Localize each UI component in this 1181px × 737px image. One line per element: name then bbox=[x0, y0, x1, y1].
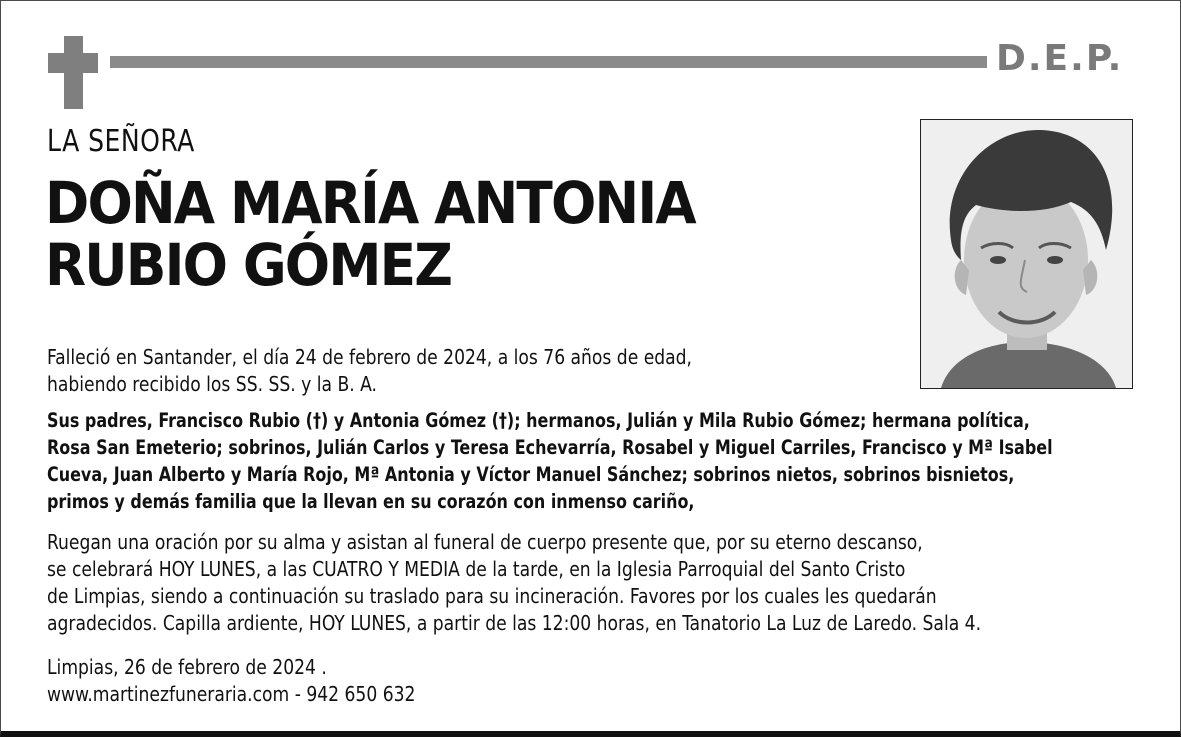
death-line: habiendo recibido los SS. SS. y la B. A. bbox=[47, 372, 377, 396]
cross-horizontal-bar bbox=[48, 53, 98, 73]
footer bbox=[47, 654, 415, 708]
death-line: Falleció en Santander, el día 24 de febrero de 2024, a los 76 años de edad, bbox=[47, 345, 692, 369]
family-line: Sus padres, Francisco Rubio (†) y Antonia Gómez (†); hermanos, Julián y Mila Rubio Gómez; hermana política, bbox=[47, 409, 1030, 432]
header-rule bbox=[110, 56, 987, 68]
place-date: Limpias, 26 de febrero de 2024 . bbox=[47, 655, 327, 679]
funeral-line: de Limpias, siendo a continuación su traslado para su incineración. Favores por los cuales les quedarán bbox=[47, 584, 937, 608]
deceased-name-line-2: RUBIO GÓMEZ bbox=[45, 231, 452, 299]
family-paragraph bbox=[47, 407, 1053, 515]
portrait-photo bbox=[920, 119, 1133, 389]
deceased-name bbox=[45, 169, 695, 299]
death-paragraph bbox=[47, 344, 692, 398]
contact-info: www.martinezfuneraria.com - 942 650 632 bbox=[47, 682, 416, 706]
family-line: Cueva, Juan Alberto y María Rojo, Mª Antonia y Víctor Manuel Sánchez; sobrinos nietos, sobrinos bisnietos, bbox=[47, 463, 1015, 486]
portrait-illustration bbox=[921, 120, 1132, 388]
family-line: Rosa San Emeterio; sobrinos, Julián Carlos y Teresa Echevarría, Rosabel y Miguel Carriles, Francisco y Mª Isabel bbox=[47, 436, 1053, 459]
funeral-line: se celebrará HOY LUNES, a las CUATRO Y MEDIA de la tarde, en la Iglesia Parroquial del Santo Cristo bbox=[47, 557, 906, 581]
family-line: primos y demás familia que la llevan en su corazón con inmenso cariño, bbox=[47, 490, 695, 513]
dep-label: D.E.P. bbox=[996, 38, 1124, 79]
funeral-line: Ruegan una oración por su alma y asistan al funeral de cuerpo presente que, por su eterno descanso, bbox=[47, 530, 923, 554]
funeral-paragraph bbox=[47, 529, 981, 637]
deceased-name-line-1: DOÑA MARÍA ANTONIA bbox=[45, 169, 695, 237]
funeral-line: agradecidos. Capilla ardiente, HOY LUNES, a partir de las 12:00 horas, en Tanatorio La Luz de Laredo. Sala 4. bbox=[47, 611, 982, 635]
honorific-prefix: LA SEÑORA bbox=[47, 124, 195, 159]
